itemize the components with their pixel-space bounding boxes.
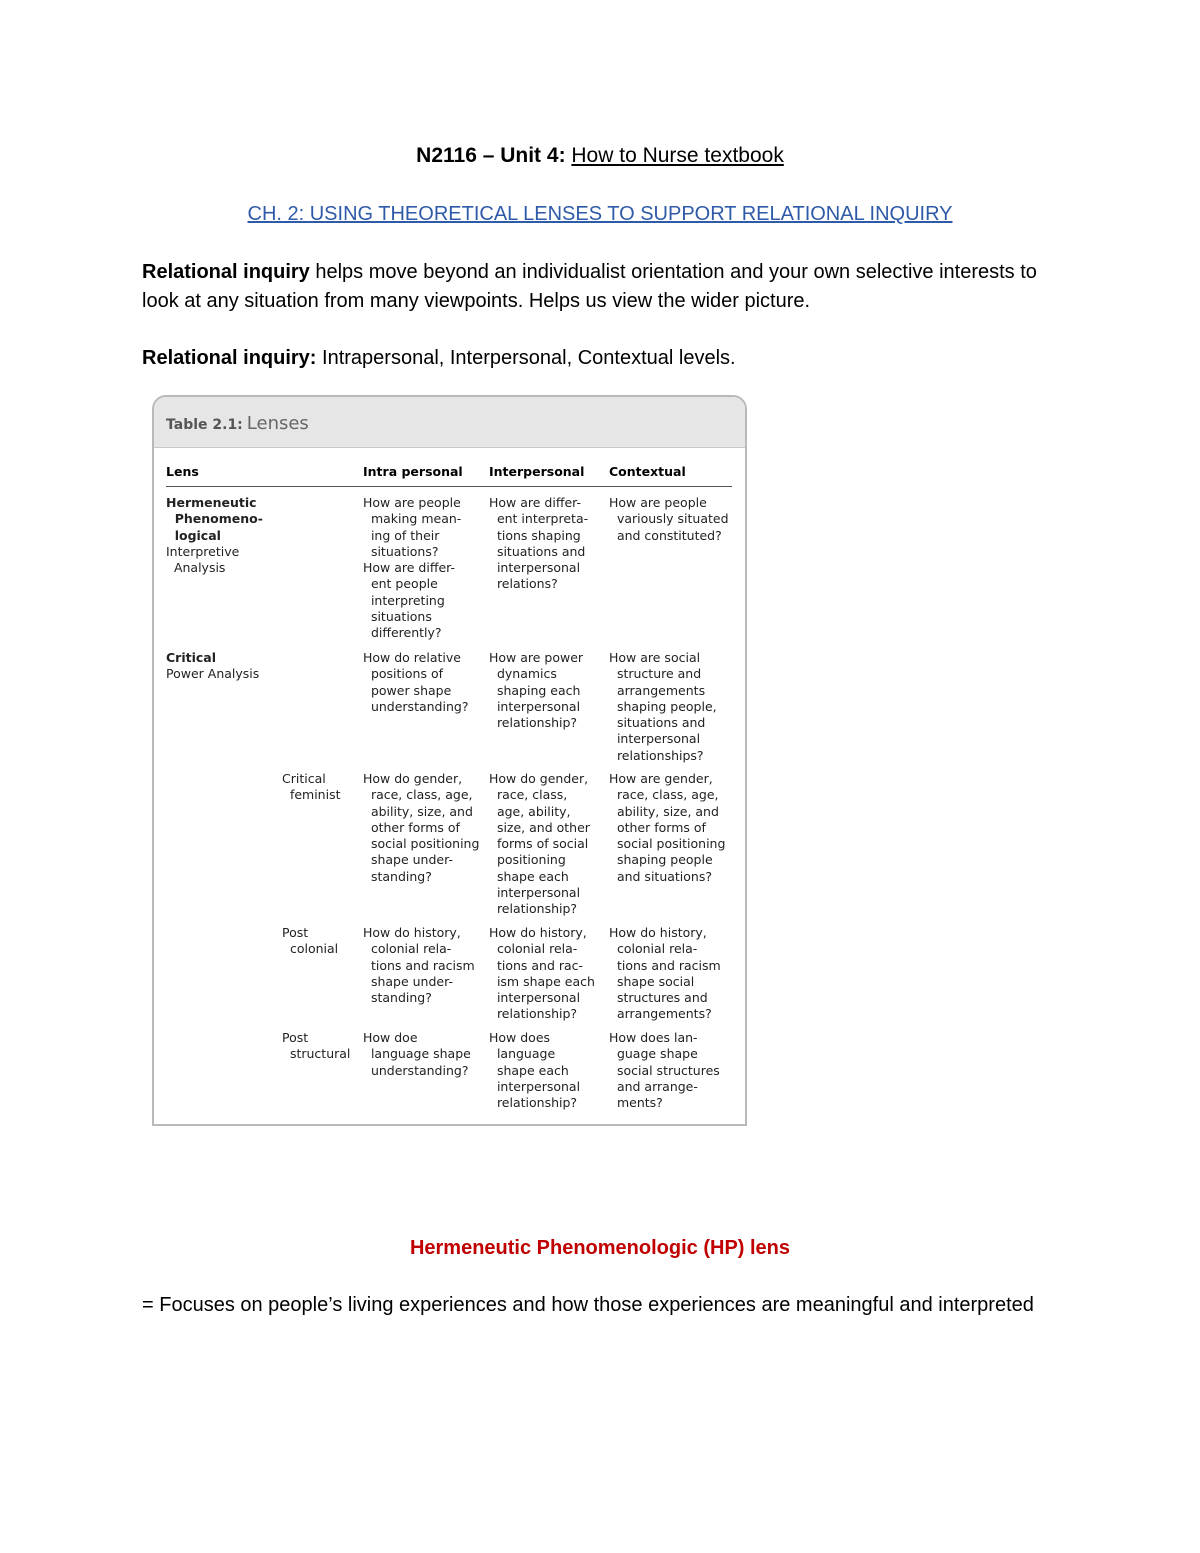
textbook-name: How to Nurse textbook: [571, 144, 784, 167]
cell-contextual: How are social structure and arrangements shaping people, situations and interpersonal relationships?: [609, 650, 717, 763]
term-relational-inquiry: Relational inquiry: [142, 261, 310, 283]
sublens-name: Critical feminist: [282, 771, 341, 803]
column-header-contextual: Contextual: [609, 464, 686, 479]
table-caption: [166, 413, 309, 434]
column-header-intrapersonal: Intra personal: [363, 464, 463, 479]
cell-interpersonal: How are differ- ent interpreta- tions shaping situations and interpersonal relations?: [489, 495, 589, 592]
term-relational-inquiry-levels: Relational inquiry:: [142, 347, 317, 369]
lens-name: Hermeneutic Phenomeno- logical: [166, 495, 263, 543]
cell-intrapersonal: How doe language shape understanding?: [363, 1030, 471, 1078]
header-rule: [166, 486, 732, 487]
paragraph-text: Intrapersonal, Interpersonal, Contextual levels.: [316, 347, 736, 369]
cell-contextual: How are gender, race, class, age, ability, size, and other forms of social positioning shaping people and situations?: [609, 771, 726, 884]
cell-intrapersonal: How do history, colonial rela- tions and racism shape under- standing?: [363, 925, 475, 1006]
cell-intrapersonal: How do relative positions of power shape understanding?: [363, 650, 469, 714]
sublens-name: Post colonial: [282, 925, 339, 957]
table-caption-band: [154, 397, 745, 448]
paragraph-hp-definition: = Focuses on people’s living experiences and how those experiences are meaningful and interpreted: [142, 1294, 1034, 1316]
cell-contextual: How are people variously situated and constituted?: [609, 495, 729, 543]
cell-intrapersonal: How do gender, race, class, age, ability, size, and other forms of social positioning shape under- standing?: [363, 771, 480, 884]
course-code: N2116 – Unit 4:: [416, 144, 572, 167]
column-header-lens: Lens: [166, 464, 199, 479]
document-title: [0, 142, 1200, 170]
cell-interpersonal: How are power dynamics shaping each interpersonal relationship?: [489, 650, 584, 731]
cell-interpersonal: How do gender, race, class, age, ability, size, and other forms of social positioning shape each interpersonal relationship?: [489, 771, 590, 917]
table-caption-title: Lenses: [246, 413, 309, 434]
cell-interpersonal: How do history, colonial rela- tions and rac- ism shape each interpersonal relationship?: [489, 925, 595, 1022]
lens-subtitle: Interpretive Analysis: [166, 544, 240, 576]
cell-interpersonal: How does language shape each interpersonal relationship?: [489, 1030, 581, 1111]
paragraph-levels: [142, 344, 1042, 373]
column-header-interpersonal: Interpersonal: [489, 464, 585, 479]
chapter-title: CH. 2: USING THEORETICAL LENSES TO SUPPORT RELATIONAL INQUIRY: [247, 203, 953, 225]
lens-subtitle: Power Analysis: [166, 666, 260, 681]
sublens-name: Post structural: [282, 1030, 351, 1062]
cell-intrapersonal: How are people making mean- ing of their situations? How are differ- ent people interpreting situations differently?: [363, 495, 462, 641]
paragraph-text: helps move beyond an individualist orientation and your own selective interests to look at any situation from many viewpoints. Helps us view the wider picture.: [142, 261, 1037, 312]
section-heading-hp-lens: Hermeneutic Phenomenologic (HP) lens: [409, 1237, 791, 1259]
table-caption-number: Table 2.1:: [166, 417, 243, 433]
paragraph-relational-inquiry: [142, 258, 1042, 316]
lens-name: Critical: [166, 650, 217, 665]
cell-contextual: How does lan- guage shape social structures and arrange- ments?: [609, 1030, 720, 1111]
cell-contextual: How do history, colonial rela- tions and racism shape social structures and arrangements?: [609, 925, 721, 1022]
lenses-table: [152, 395, 747, 1126]
